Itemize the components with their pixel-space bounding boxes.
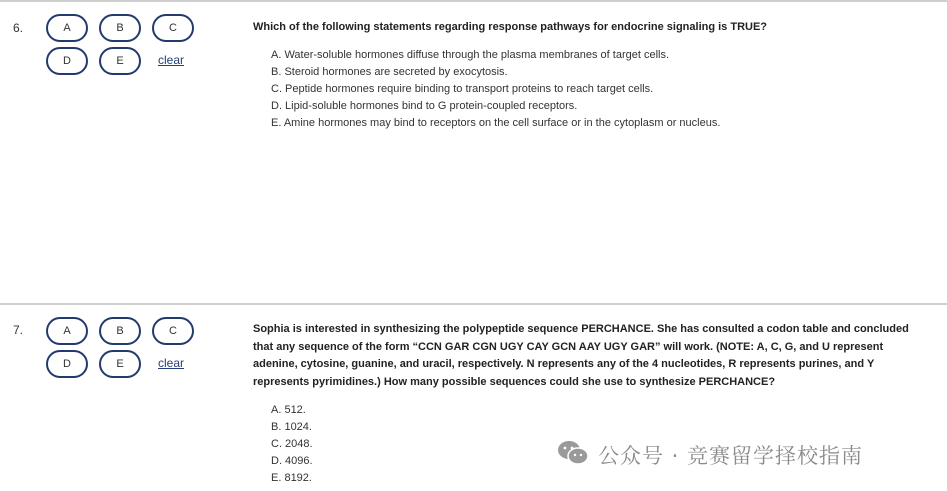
answer-bubble-c[interactable]: C — [152, 317, 194, 345]
top-divider — [0, 0, 947, 2]
question-stem-line-4: represents pyrimidines.) How many possible sequences could she use to synthesize PERCHANCE? — [253, 375, 776, 388]
clear-link[interactable]: clear — [158, 53, 185, 67]
option-a: A. Water-soluble hormones diffuse through the plasma membranes of target cells. — [271, 49, 670, 61]
answer-bubble-a[interactable]: A — [46, 14, 88, 42]
watermark-text: 公众号 · 竞赛留学择校指南 — [598, 444, 864, 468]
answer-bubble-a[interactable]: A — [46, 317, 88, 345]
option-a: A. 512. — [271, 404, 306, 416]
answer-bubble-b[interactable]: B — [99, 14, 141, 42]
answer-bubble-d[interactable]: D — [46, 47, 88, 75]
clear-link[interactable]: clear — [158, 356, 185, 370]
question-number: 7. — [13, 323, 24, 337]
option-e: E. 8192. — [271, 472, 312, 484]
option-b: B. Steroid hormones are secreted by exocytosis. — [271, 66, 508, 78]
option-d: D. Lipid-soluble hormones bind to G protein-coupled receptors. — [271, 100, 578, 112]
option-b: B. 1024. — [271, 421, 312, 433]
question-divider — [0, 303, 947, 305]
answer-bubble-c[interactable]: C — [152, 14, 194, 42]
question-number: 6. — [13, 21, 24, 35]
question-stem-line-3: adenine, cytosine, guanine, and uracil, respectively. N represents any of the 4 nucleotides, R represents purines, and Y — [253, 358, 875, 370]
answer-bubble-d[interactable]: D — [46, 350, 88, 378]
option-d: D. 4096. — [271, 455, 313, 467]
wechat-icon — [557, 439, 589, 467]
question-stem-line-1: Sophia is interested in synthesizing the polypeptide sequence PERCHANCE. She has consulted a codon table and concluded — [253, 323, 909, 335]
answer-bubble-e[interactable]: E — [99, 350, 141, 378]
question-stem-line-2: that any sequence of the form “CCN GAR CGN UGY CAY GCN AAY UGY GAR” will work. (NOTE: A, C, G, and U represent — [253, 340, 884, 353]
option-c: C. 2048. — [271, 438, 313, 450]
question-stem: Which of the following statements regarding response pathways for endocrine signaling is TRUE? — [253, 21, 768, 33]
option-c: C. Peptide hormones require binding to transport proteins to reach target cells. — [271, 83, 654, 95]
answer-bubble-e[interactable]: E — [99, 47, 141, 75]
option-e: E. Amine hormones may bind to receptors on the cell surface or in the cytoplasm or nucleus. — [271, 117, 721, 129]
answer-bubble-b[interactable]: B — [99, 317, 141, 345]
